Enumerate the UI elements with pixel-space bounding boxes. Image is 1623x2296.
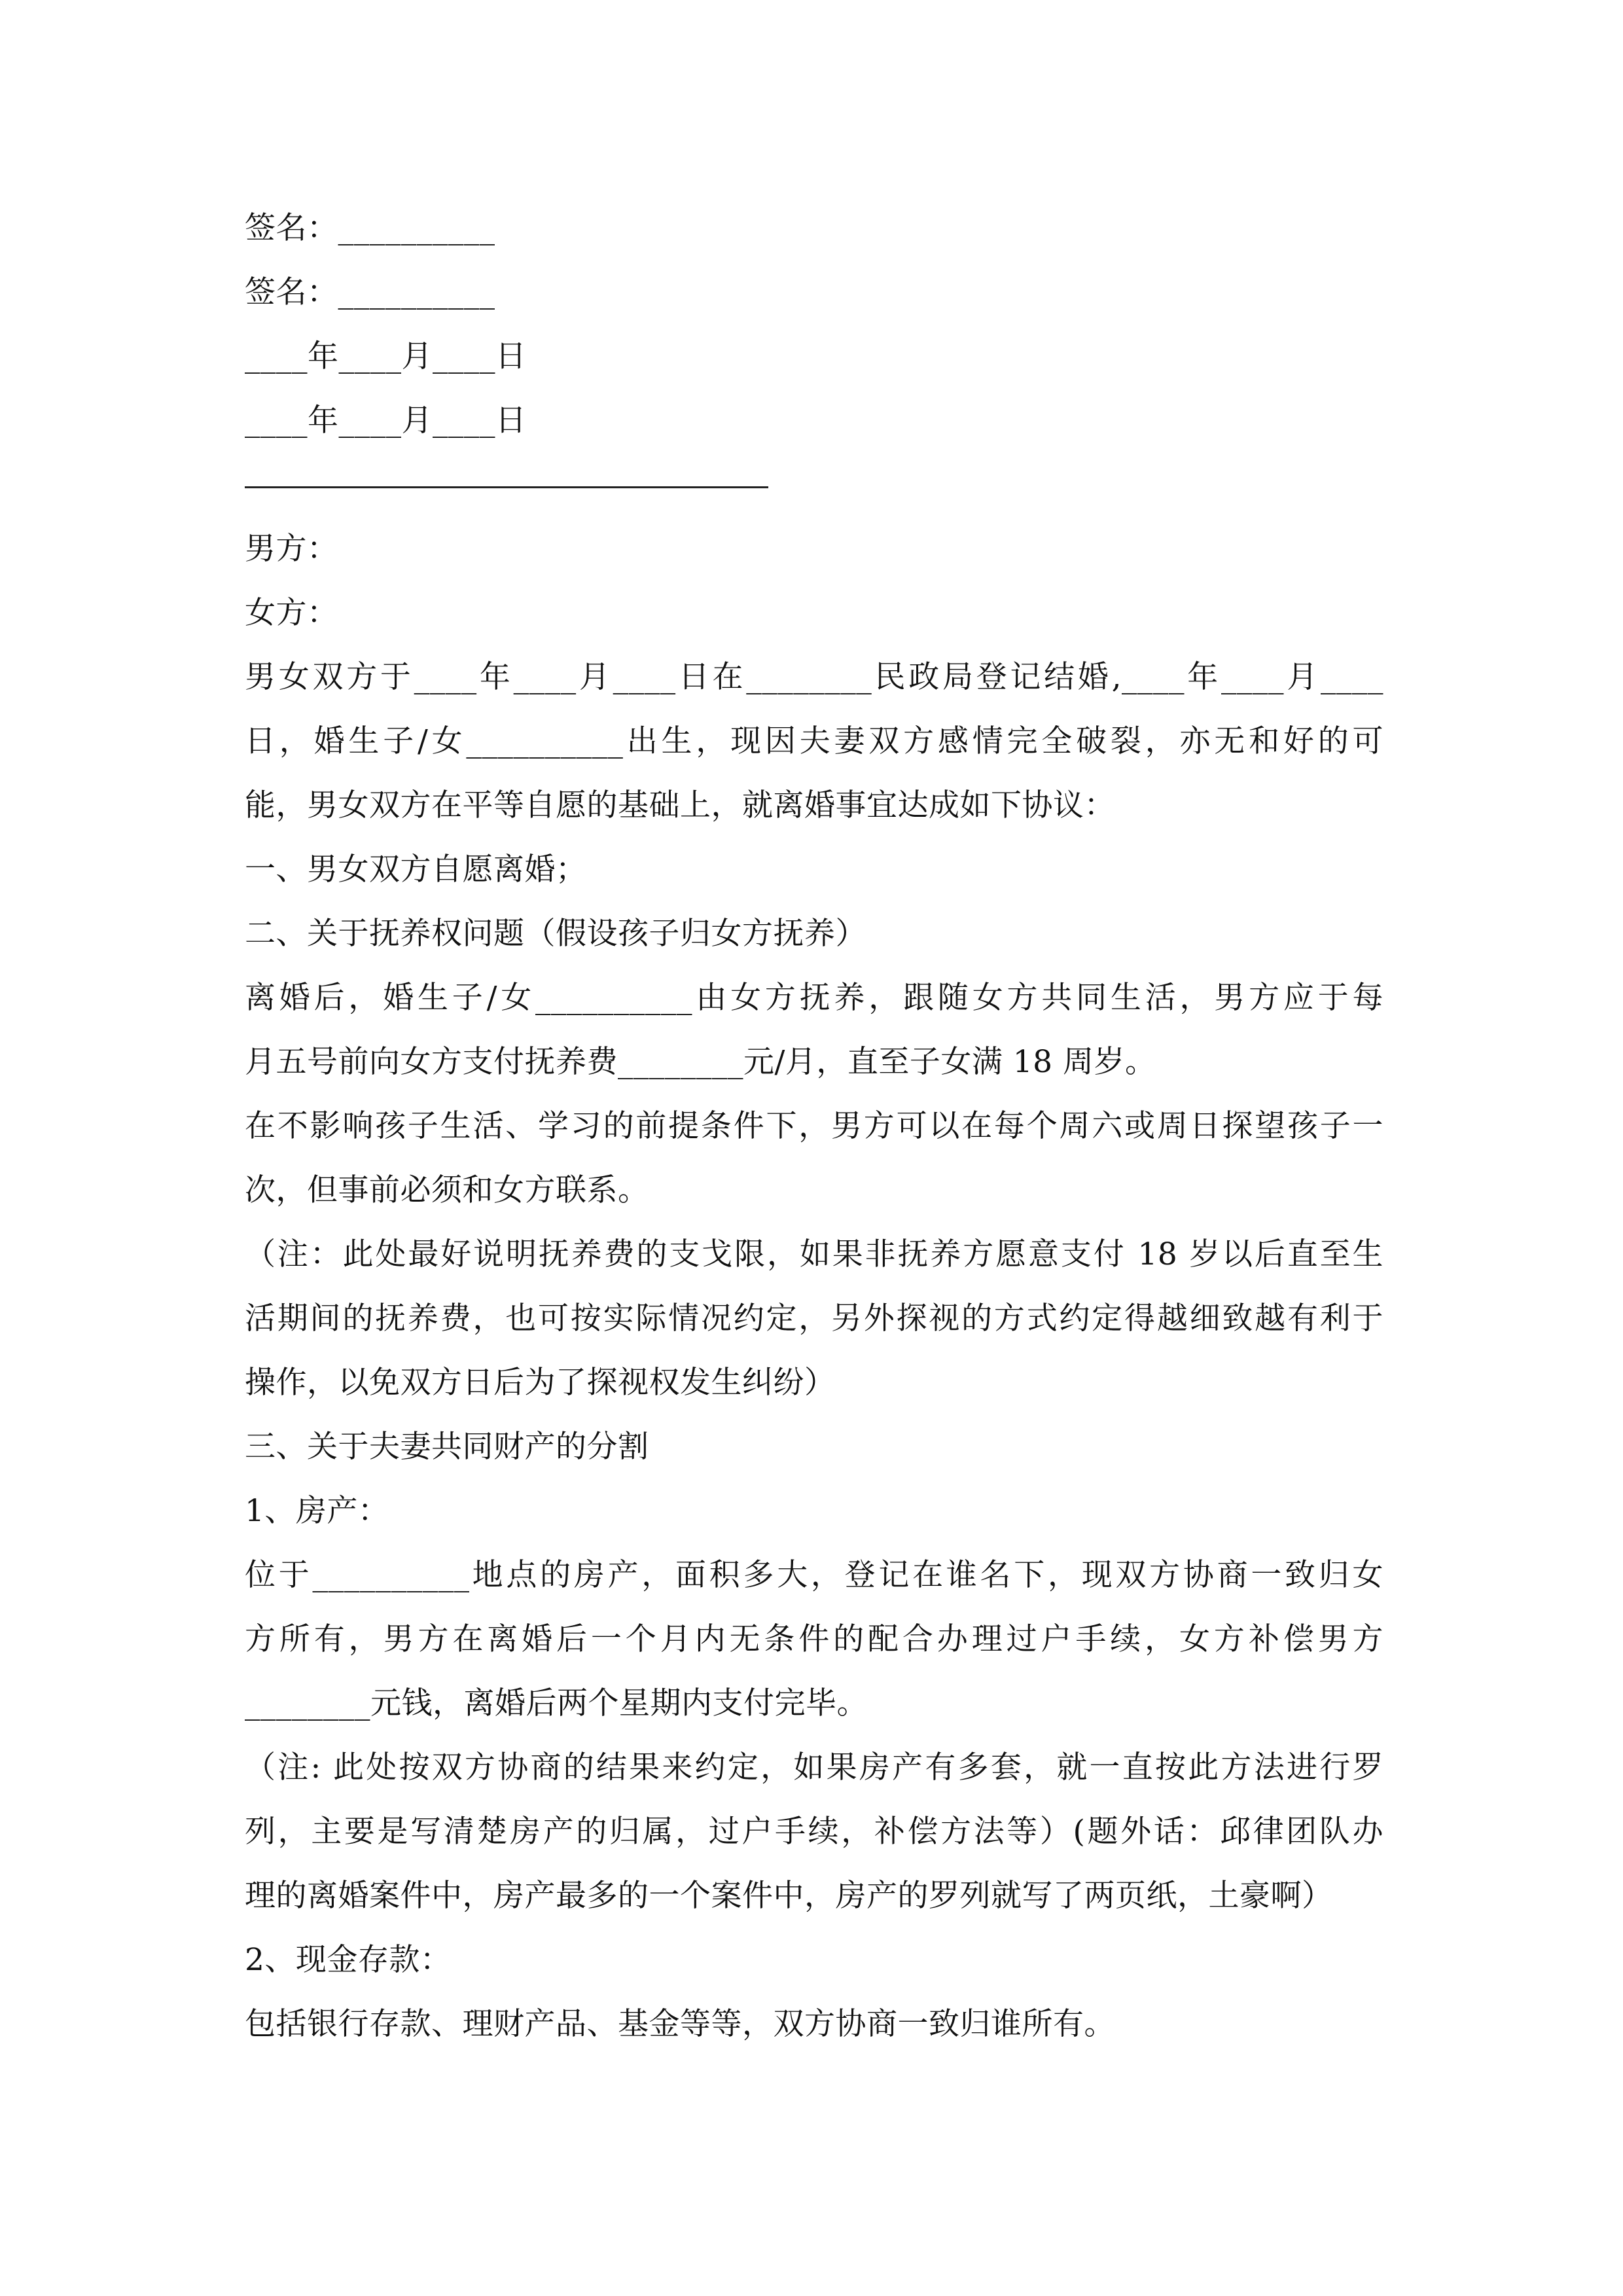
section-divider bbox=[245, 453, 1383, 517]
clause-3-title: 三、关于夫妻共同财产的分割 bbox=[245, 1429, 649, 1465]
document-body bbox=[245, 196, 1383, 2056]
house-line-1: 位于__________地点的房产，面积多大，登记在谁名下，现双方协商一致归女 bbox=[245, 1557, 1383, 1593]
note-2-line-2: 列，主要是写清楚房产的归属，过户手续，补偿方法等）(题外话：邱律团队办 bbox=[245, 1814, 1383, 1850]
signature-line-2: 签名：__________ bbox=[245, 274, 495, 310]
note-1-paragraph bbox=[245, 1223, 1383, 1415]
custody-line-2: 月五号前向女方支付抚养费________元/月，直至子女满 18 周岁。 bbox=[245, 1044, 1156, 1080]
signature-line-1: 签名：__________ bbox=[245, 210, 495, 246]
house-line-2: 方所有，男方在离婚后一个月内无条件的配合办理过户手续，女方补偿男方 bbox=[245, 1621, 1383, 1657]
note-1-line-3: 操作，以免双方日后为了探视权发生纠纷） bbox=[245, 1365, 836, 1401]
house-title: 1、房产： bbox=[245, 1493, 389, 1529]
cash-body: 包括银行存款、理财产品、基金等等，双方协商一致归谁所有。 bbox=[245, 2006, 1115, 2042]
intro-line-2: 日，婚生子/女__________出生，现因夫妻双方感情完全破裂，亦无和好的可 bbox=[245, 723, 1383, 759]
note-2-line-3: 理的离婚案件中，房产最多的一个案件中，房产的罗列就写了两页纸，土豪啊） bbox=[245, 1878, 1333, 1914]
date-line-2: ____年____月____日 bbox=[245, 403, 527, 439]
cash-title: 2、现金存款： bbox=[245, 1942, 452, 1978]
intro-line-1: 男女双方于____年____月____日在________民政局登记结婚,____年____月____ bbox=[245, 659, 1383, 695]
date-line-1: ____年____月____日 bbox=[245, 338, 527, 374]
clause-2-title: 二、关于抚养权问题（假设孩子归女方抚养） bbox=[245, 916, 866, 952]
clause-1: 一、男女双方自愿离婚； bbox=[245, 852, 587, 888]
custody-line-1: 离婚后，婚生子/女__________由女方抚养，跟随女方共同生活，男方应于每 bbox=[245, 980, 1383, 1016]
intro-paragraph bbox=[245, 645, 1383, 838]
house-paragraph bbox=[245, 1543, 1383, 1736]
note-1-line-1: （注：此处最好说明抚养费的支戈限，如果非抚养方愿意支付 18 岁以后直至生 bbox=[245, 1236, 1383, 1272]
note-1-line-2: 活期间的抚养费，也可按实际情况约定，另外探视的方式约定得越细致越有利于 bbox=[245, 1300, 1383, 1336]
visitation-paragraph bbox=[245, 1094, 1383, 1223]
house-line-3: ________元钱，离婚后两个星期内支付完毕。 bbox=[245, 1685, 868, 1721]
male-party-label: 男方： bbox=[245, 531, 338, 567]
note-2-line-1: （注: 此处按双方协商的结果来约定，如果房产有多套，就一直按此方法进行罗 bbox=[245, 1749, 1383, 1785]
intro-line-3: 能，男女双方在平等自愿的基础上，就离婚事宜达成如下协议： bbox=[245, 787, 1115, 823]
female-party-label: 女方： bbox=[245, 595, 338, 631]
custody-paragraph bbox=[245, 966, 1383, 1094]
visitation-line-1: 在不影响孩子生活、学习的前提条件下，男方可以在每个周六或周日探望孩子一 bbox=[245, 1108, 1383, 1144]
visitation-line-2: 次，但事前必须和女方联系。 bbox=[245, 1172, 649, 1208]
note-2-paragraph bbox=[245, 1736, 1383, 1928]
